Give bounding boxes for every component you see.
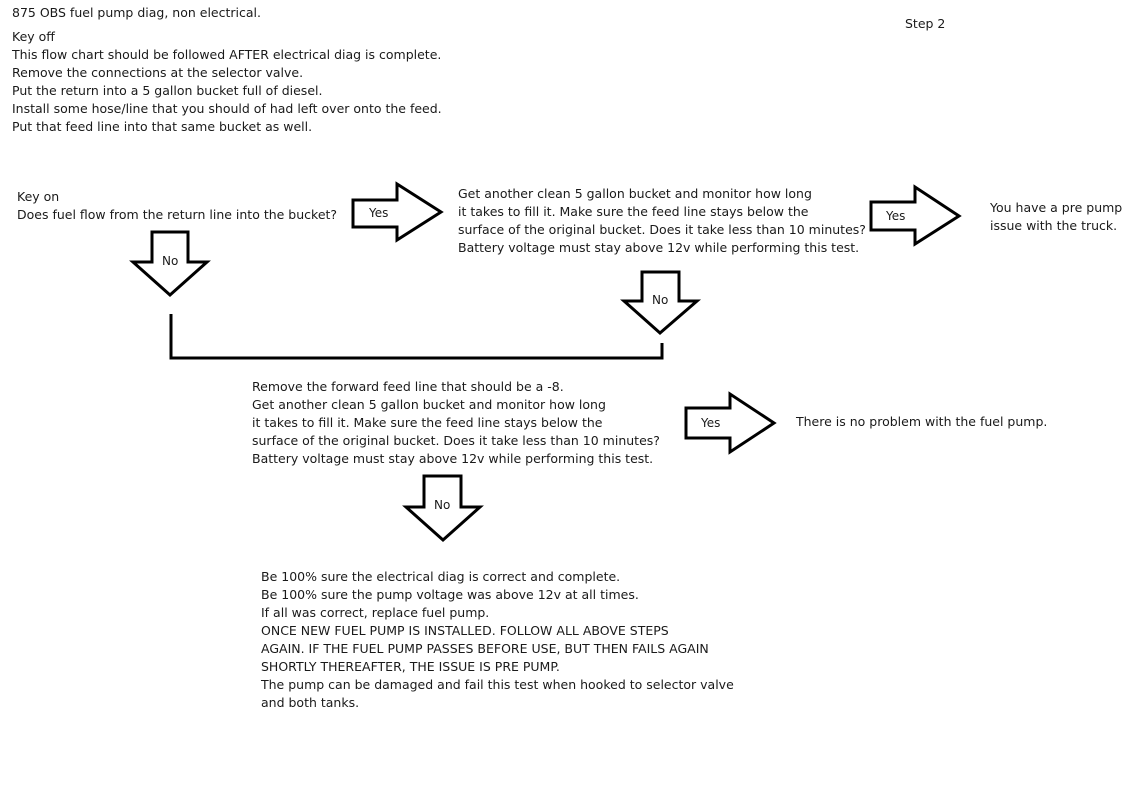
diagram-title: 875 OBS fuel pump diag, non electrical. xyxy=(12,5,261,20)
yes-label: Yes xyxy=(886,209,906,223)
node-line: The pump can be damaged and fail this test when hooked to selector valve xyxy=(261,677,734,692)
node-line: it takes to fill it. Make sure the feed line stays below the xyxy=(458,204,809,219)
node-line: and both tanks. xyxy=(261,695,360,710)
node-line: Remove the forward feed line that should be a -8. xyxy=(252,379,564,394)
node-line: Battery voltage must stay above 12v while performing this test. xyxy=(458,240,860,255)
node-line: ONCE NEW FUEL PUMP IS INSTALLED. FOLLOW ALL ABOVE STEPS xyxy=(261,623,669,638)
node-line: Does fuel flow from the return line into the bucket? xyxy=(17,207,338,222)
node-line: Be 100% sure the electrical diag is correct and complete. xyxy=(261,569,621,584)
node-line: You have a pre pump xyxy=(990,200,1123,215)
yes-label: Yes xyxy=(701,416,721,430)
intro-line: Install some hose/line that you should of had left over onto the feed. xyxy=(12,101,442,116)
node-line: surface of the original bucket. Does it take less than 10 minutes? xyxy=(458,222,866,237)
node-line: Get another clean 5 gallon bucket and monitor how long xyxy=(458,186,812,201)
no-label: No xyxy=(162,254,179,268)
node-line: surface of the original bucket. Does it take less than 10 minutes? xyxy=(252,433,660,448)
node-line: issue with the truck. xyxy=(990,218,1118,233)
connector-line xyxy=(171,314,662,358)
no-label: No xyxy=(652,293,669,307)
node-line: Be 100% sure the pump voltage was above 12v at all times. xyxy=(261,587,639,602)
node-line: SHORTLY THEREAFTER, THE ISSUE IS PRE PUMP. xyxy=(261,659,560,674)
yes-arrow-right-icon xyxy=(686,394,774,452)
node-line: If all was correct, replace fuel pump. xyxy=(261,605,490,620)
no-label: No xyxy=(434,498,451,512)
intro-line: Put the return into a 5 gallon bucket full of diesel. xyxy=(12,83,323,98)
intro-line: Put that feed line into that same bucket as well. xyxy=(12,119,313,134)
node-line: Key on xyxy=(17,189,60,204)
yes-arrow-right-icon xyxy=(871,187,959,244)
node-line: Battery voltage must stay above 12v while performing this test. xyxy=(252,451,654,466)
node-line: Get another clean 5 gallon bucket and monitor how long xyxy=(252,397,606,412)
intro-line: This flow chart should be followed AFTER electrical diag is complete. xyxy=(12,47,442,62)
intro-line: Key off xyxy=(12,29,55,44)
yes-label: Yes xyxy=(369,206,389,220)
yes-arrow-right-icon xyxy=(353,184,441,240)
node-line: AGAIN. IF THE FUEL PUMP PASSES BEFORE USE, BUT THEN FAILS AGAIN xyxy=(261,641,709,656)
node-line: There is no problem with the fuel pump. xyxy=(796,414,1048,429)
node-line: it takes to fill it. Make sure the feed line stays below the xyxy=(252,415,603,430)
intro-line: Remove the connections at the selector valve. xyxy=(12,65,304,80)
step-label: Step 2 xyxy=(905,16,946,31)
